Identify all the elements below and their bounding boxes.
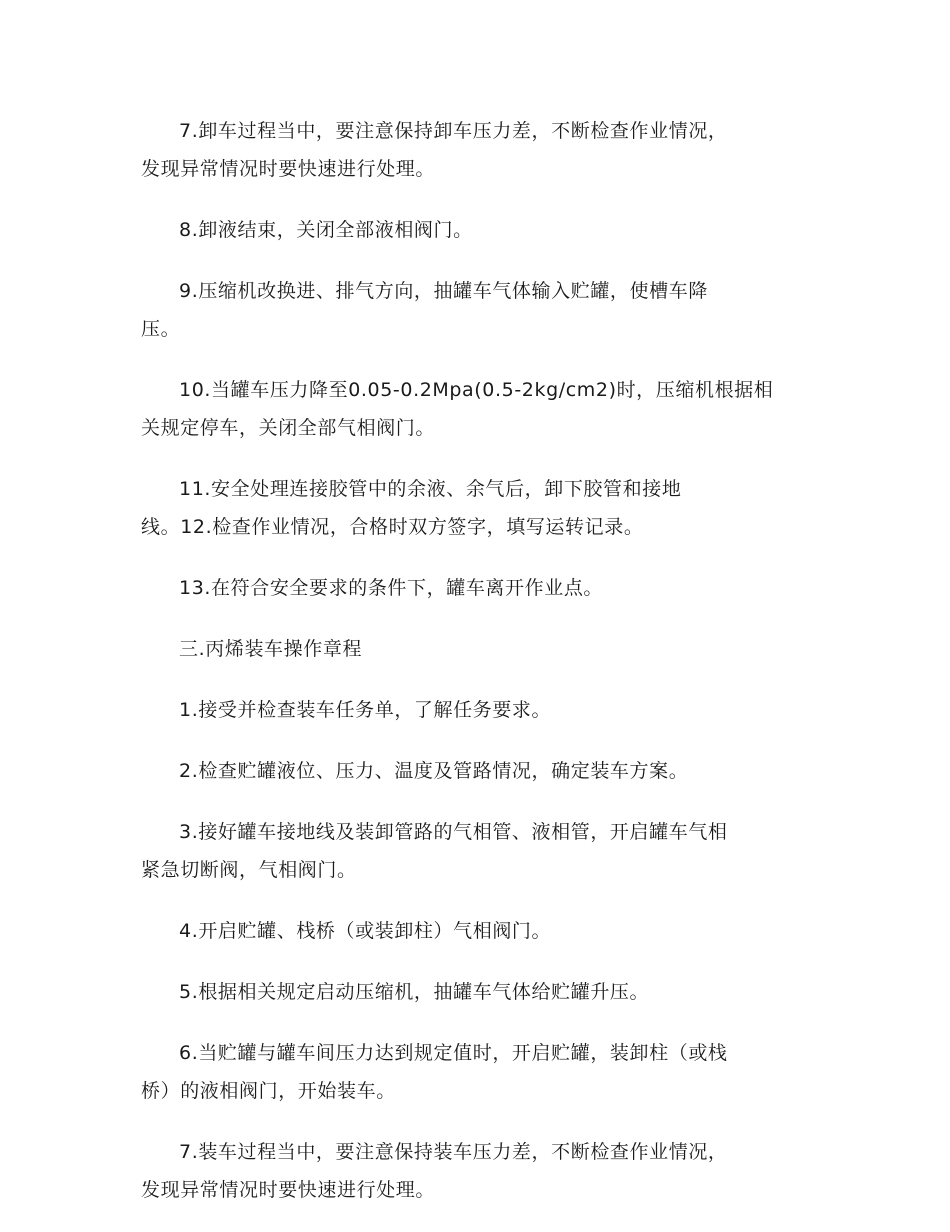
paragraph-line: 7.装车过程当中，要注意保持装车压力差，不断检查作业情况， xyxy=(179,1141,728,1163)
paragraph-line: 5.根据相关规定启动压缩机，抽罐车气体给贮罐升压。 xyxy=(179,981,650,1003)
paragraph-line: 10.当罐车压力降至0.05-0.2Mpa(0.5-2kg/cm2)时，压缩机根据相 xyxy=(179,379,774,401)
paragraph-item-3 xyxy=(141,813,813,889)
paragraph-item-8 xyxy=(141,211,813,249)
paragraph-line: 8.卸液结束，关闭全部液相阀门。 xyxy=(179,219,473,241)
paragraph-line: 9.压缩机改换进、排气方向，抽罐车气体输入贮罐，使槽车降 xyxy=(179,280,708,302)
paragraph-line: 2.检查贮罐液位、压力、温度及管路情况，确定装车方案。 xyxy=(179,760,689,782)
paragraph-line: 1.接受并检查装车任务单，了解任务要求。 xyxy=(179,699,552,721)
paragraph-line: 3.接好罐车接地线及装卸管路的气相管、液相管，开启罐车气相 xyxy=(179,821,728,843)
document-body xyxy=(141,112,813,1232)
paragraph-item-7-unload xyxy=(141,112,813,188)
paragraph-line: 桥）的液相阀门，开始装车。 xyxy=(141,1080,396,1102)
paragraph-line: 7.卸车过程当中，要注意保持卸车压力差，不断检查作业情况， xyxy=(179,120,728,142)
section-heading xyxy=(141,630,813,668)
paragraph-item-2 xyxy=(141,752,813,790)
paragraph-line: 13.在符合安全要求的条件下，罐车离开作业点。 xyxy=(179,577,604,599)
paragraph-line: 4.开启贮罐、栈桥（或装卸柱）气相阀门。 xyxy=(179,920,552,942)
paragraph-line: 压。 xyxy=(141,318,181,340)
paragraph-item-4 xyxy=(141,912,813,950)
paragraph-line: 线。12.检查作业情况，合格时双方签字，填写运转记录。 xyxy=(141,516,644,538)
paragraph-item-6 xyxy=(141,1034,813,1110)
paragraph-item-13 xyxy=(141,569,813,607)
paragraph-item-1 xyxy=(141,691,813,729)
paragraph-item-11-12 xyxy=(141,470,813,546)
paragraph-line: 关规定停车，关闭全部气相阀门。 xyxy=(141,417,436,439)
paragraph-item-10 xyxy=(141,371,813,447)
paragraph-item-5 xyxy=(141,973,813,1011)
paragraph-line: 发现异常情况时要快速进行处理。 xyxy=(141,1179,436,1201)
paragraph-item-7-load xyxy=(141,1133,813,1209)
paragraph-item-9 xyxy=(141,272,813,348)
paragraph-line: 11.安全处理连接胶管中的余液、余气后，卸下胶管和接地 xyxy=(179,478,682,500)
paragraph-line: 发现异常情况时要快速进行处理。 xyxy=(141,158,436,180)
paragraph-line: 紧急切断阀，气相阀门。 xyxy=(141,859,357,881)
section-heading-text: 三.丙烯装车操作章程 xyxy=(179,638,363,660)
paragraph-line: 6.当贮罐与罐车间压力达到规定值时，开启贮罐，装卸柱（或栈 xyxy=(179,1042,728,1064)
